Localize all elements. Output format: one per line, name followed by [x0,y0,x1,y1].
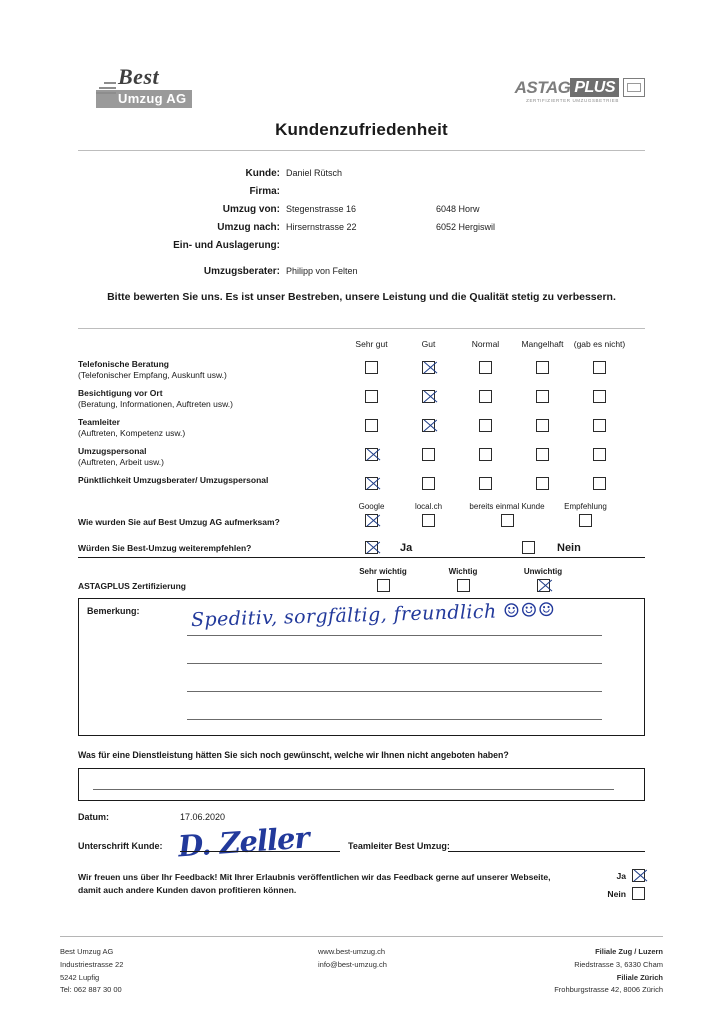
checkbox-gab-es-nicht[interactable] [593,361,606,374]
meta-row-firma [78,186,645,198]
checkbox-sehr-gut[interactable] [365,390,378,403]
consent-option-nein[interactable] [585,887,645,900]
table-row [78,388,645,410]
wish-input-box[interactable] [78,768,645,801]
meta-value: Hirsernstrasse 22 [286,222,357,232]
document-header [78,66,645,116]
footer-right [554,946,663,997]
astag-subtitle: ZERTIFIZIERTER UMZUGSBETRIEB [526,98,619,103]
meta-label: Umzug nach: [217,222,280,233]
column-header-gab-es-nicht: (gab es nicht) [573,339,626,349]
remark-line [187,663,602,664]
rating-sublabel: (Auftreten, Kompetenz usw.) [78,428,186,439]
checkbox-normal[interactable] [479,419,492,432]
checkbox-mangelhaft[interactable] [536,390,549,403]
footer-street: Industriestrasse 22 [60,959,124,969]
checkbox-sehr-wichtig[interactable] [377,579,390,592]
checkbox-gut[interactable] [422,477,435,490]
footer-branch-zurich-title: Filiale Zürich [616,972,663,982]
teamleader-signature-line[interactable] [448,851,645,852]
rating-label: Telefonische Beratung [78,359,169,369]
footer-left [60,946,123,997]
table-row [78,446,645,468]
checkbox-sehr-gut[interactable] [365,361,378,374]
meta-value-secondary: 6052 Hergiswil [436,222,496,232]
wish-line [93,789,614,790]
rating-label: Pünktlichkeit Umzugsberater/ Umzugspersonal [78,475,269,486]
consent-yes-label: Ja [616,870,626,881]
rating-sublabel: (Auftreten, Arbeit usw.) [78,457,164,468]
footer-city: 5242 Lupfig [60,972,100,982]
footer-email-link[interactable]: info@best-umzug.ch [318,959,387,969]
footer-website-link[interactable]: www.best-umzug.ch [318,947,386,956]
best-umzug-logo [96,66,216,108]
signature-row [78,820,645,864]
checkbox-gut[interactable] [422,448,435,461]
checkbox-gut[interactable] [422,361,435,374]
logo-lines-icon [96,82,116,97]
checkbox-google[interactable] [365,514,378,527]
source-row [78,514,645,527]
consent-option-ja[interactable] [585,869,645,882]
customer-details [78,168,645,284]
instruction-divider [78,328,645,329]
checkbox-gab-es-nicht[interactable] [593,390,606,403]
title-divider [78,150,645,151]
footer-branch-zurich-address: Frohburgstrasse 42, 8006 Zürich [554,985,663,995]
date-label: Datum: [78,812,109,822]
checkbox-mangelhaft[interactable] [536,448,549,461]
meta-label: Ein- und Auslagerung: [173,240,280,251]
footer-branch-zug-address: Riedstrasse 3, 6330 Cham [574,959,663,969]
source-column-headers [78,502,645,511]
checkbox-consent-ja[interactable] [632,869,645,882]
meta-row-lagerung [78,240,645,252]
footer-company: Best Umzug AG [60,947,114,956]
page-title: Kundenzufriedenheit [275,120,448,139]
rating-label: Besichtigung vor Ort [78,388,163,399]
checkbox-normal[interactable] [479,448,492,461]
consent-options [585,869,645,905]
checkbox-gut[interactable] [422,419,435,432]
column-header-sehr-gut: Sehr gut [355,339,388,349]
astag-text: ASTAG [514,78,571,97]
ratings-column-headers [78,336,645,352]
table-row [78,359,645,381]
column-header-wichtig: Wichtig [448,567,478,577]
meta-label: Umzugsberater: [203,266,280,277]
meta-value: Stegenstrasse 16 [286,204,357,214]
plus-text: PLUS [570,78,619,97]
rating-sublabel: (Beratung, Informationen, Auftreten usw.) [78,399,233,410]
astag-column-headers [78,567,645,576]
signature-line [180,851,340,852]
checkbox-normal[interactable] [479,477,492,490]
checkbox-consent-nein[interactable] [632,887,645,900]
checkbox-recommend-ja[interactable] [365,541,378,554]
recommend-no-label: Nein [557,541,581,554]
checkbox-mangelhaft[interactable] [536,419,549,432]
table-row [78,475,645,490]
footer-branch-zug-title: Filiale Zug / Luzern [595,947,663,956]
customer-signature: D. Zeller [176,820,310,864]
checkbox-gab-es-nicht[interactable] [593,448,606,461]
checkbox-gab-es-nicht[interactable] [593,477,606,490]
signature-label: Unterschrift Kunde: [78,841,163,851]
meta-label: Firma: [249,186,280,197]
checkbox-normal[interactable] [479,361,492,374]
ratings-table [78,336,645,592]
checkbox-localch[interactable] [422,514,435,527]
date-row [78,812,645,822]
checkbox-bereits-kunde[interactable] [501,514,514,527]
meta-value: Daniel Rütsch [286,168,343,178]
checkbox-unwichtig[interactable] [537,579,550,592]
recommend-question: Würden Sie Best-Umzug weiterempfehlen? [78,542,252,553]
remark-line [187,691,602,692]
footer-divider [60,936,663,937]
checkbox-empfehlung[interactable] [579,514,592,527]
column-header-normal: Normal [471,339,500,349]
astag-cert-label: ASTAGPLUS Zertifizierung [78,580,186,591]
remark-label: Bemerkung: [87,606,140,616]
remark-line [187,635,602,636]
astag-cert-row [78,579,645,592]
meta-value: Philipp von Felten [286,266,358,276]
column-header-unwichtig: Unwichtig [523,567,563,577]
meta-row-umzug-von [78,204,645,216]
teamleader-label: Teamleiter Best Umzug: [348,841,450,851]
meta-row-umzugsberater [78,266,645,278]
checkbox-wichtig[interactable] [457,579,470,592]
logo-brand-subtitle: Umzug AG [96,90,192,108]
meta-label: Umzug von: [222,204,280,215]
recommend-row [78,541,645,558]
checkbox-gut[interactable] [422,390,435,403]
rating-sublabel: (Telefonischer Empfang, Auskunft usw.) [78,370,227,381]
consent-text: Wir freuen uns über Ihr Feedback! Mit Ihrer Erlaubnis veröffentlichen wir das Feedback gerne auf unserer Webseite, damit auch andere Kunden davon profitieren können. [78,872,551,895]
footer-center [318,946,387,972]
checkbox-recommend-nein[interactable] [522,541,535,554]
astag-box-icon [623,78,645,97]
date-value: 17.06.2020 [180,812,226,822]
source-question: Wie wurden Sie auf Best Umzug AG aufmerksam? [78,517,280,528]
column-header-localch: local.ch [414,502,443,512]
logo-brand-name: Best [118,64,160,89]
footer-phone: Tel: 062 887 30 00 [60,985,122,995]
column-header-sehr-wichtig: Sehr wichtig [359,567,407,577]
column-header-empfehlung: Empfehlung [564,502,607,512]
checkbox-mangelhaft[interactable] [536,477,549,490]
consent-no-label: Nein [607,888,626,899]
meta-row-kunde [78,168,645,180]
table-row [78,417,645,439]
rating-label: Teamleiter [78,417,120,428]
checkbox-mangelhaft[interactable] [536,361,549,374]
astag-plus-logo [510,78,645,103]
column-header-google: Google [358,502,385,512]
checkbox-normal[interactable] [479,390,492,403]
recommend-yes-label: Ja [400,541,413,554]
remark-line [187,719,602,720]
checkbox-sehr-gut[interactable] [365,419,378,432]
column-header-bereits-kunde: bereits einmal Kunde [469,502,545,512]
wish-question: Was für eine Dienstleistung hätten Sie sich noch gewünscht, welche wir Ihnen nicht angeboten haben? [78,750,509,760]
remark-box[interactable] [78,598,645,736]
meta-value-secondary: 6048 Horw [436,204,480,214]
checkbox-sehr-gut[interactable] [365,448,378,461]
column-header-gut: Gut [421,339,436,349]
checkbox-gab-es-nicht[interactable] [593,419,606,432]
remark-handwriting: Speditiv, sorgfältig, freundlich ☺☺☺ [190,598,556,632]
rating-label: Umzugspersonal [78,446,147,457]
column-header-mangelhaft: Mangelhaft [521,339,564,349]
meta-row-umzug-nach [78,222,645,234]
checkbox-sehr-gut[interactable] [365,477,378,490]
meta-label: Kunde: [245,168,280,179]
instruction-text: Bitte bewerten Sie uns. Es ist unser Bestreben, unsere Leistung und die Qualität stetig zu verbessern. [107,291,616,303]
